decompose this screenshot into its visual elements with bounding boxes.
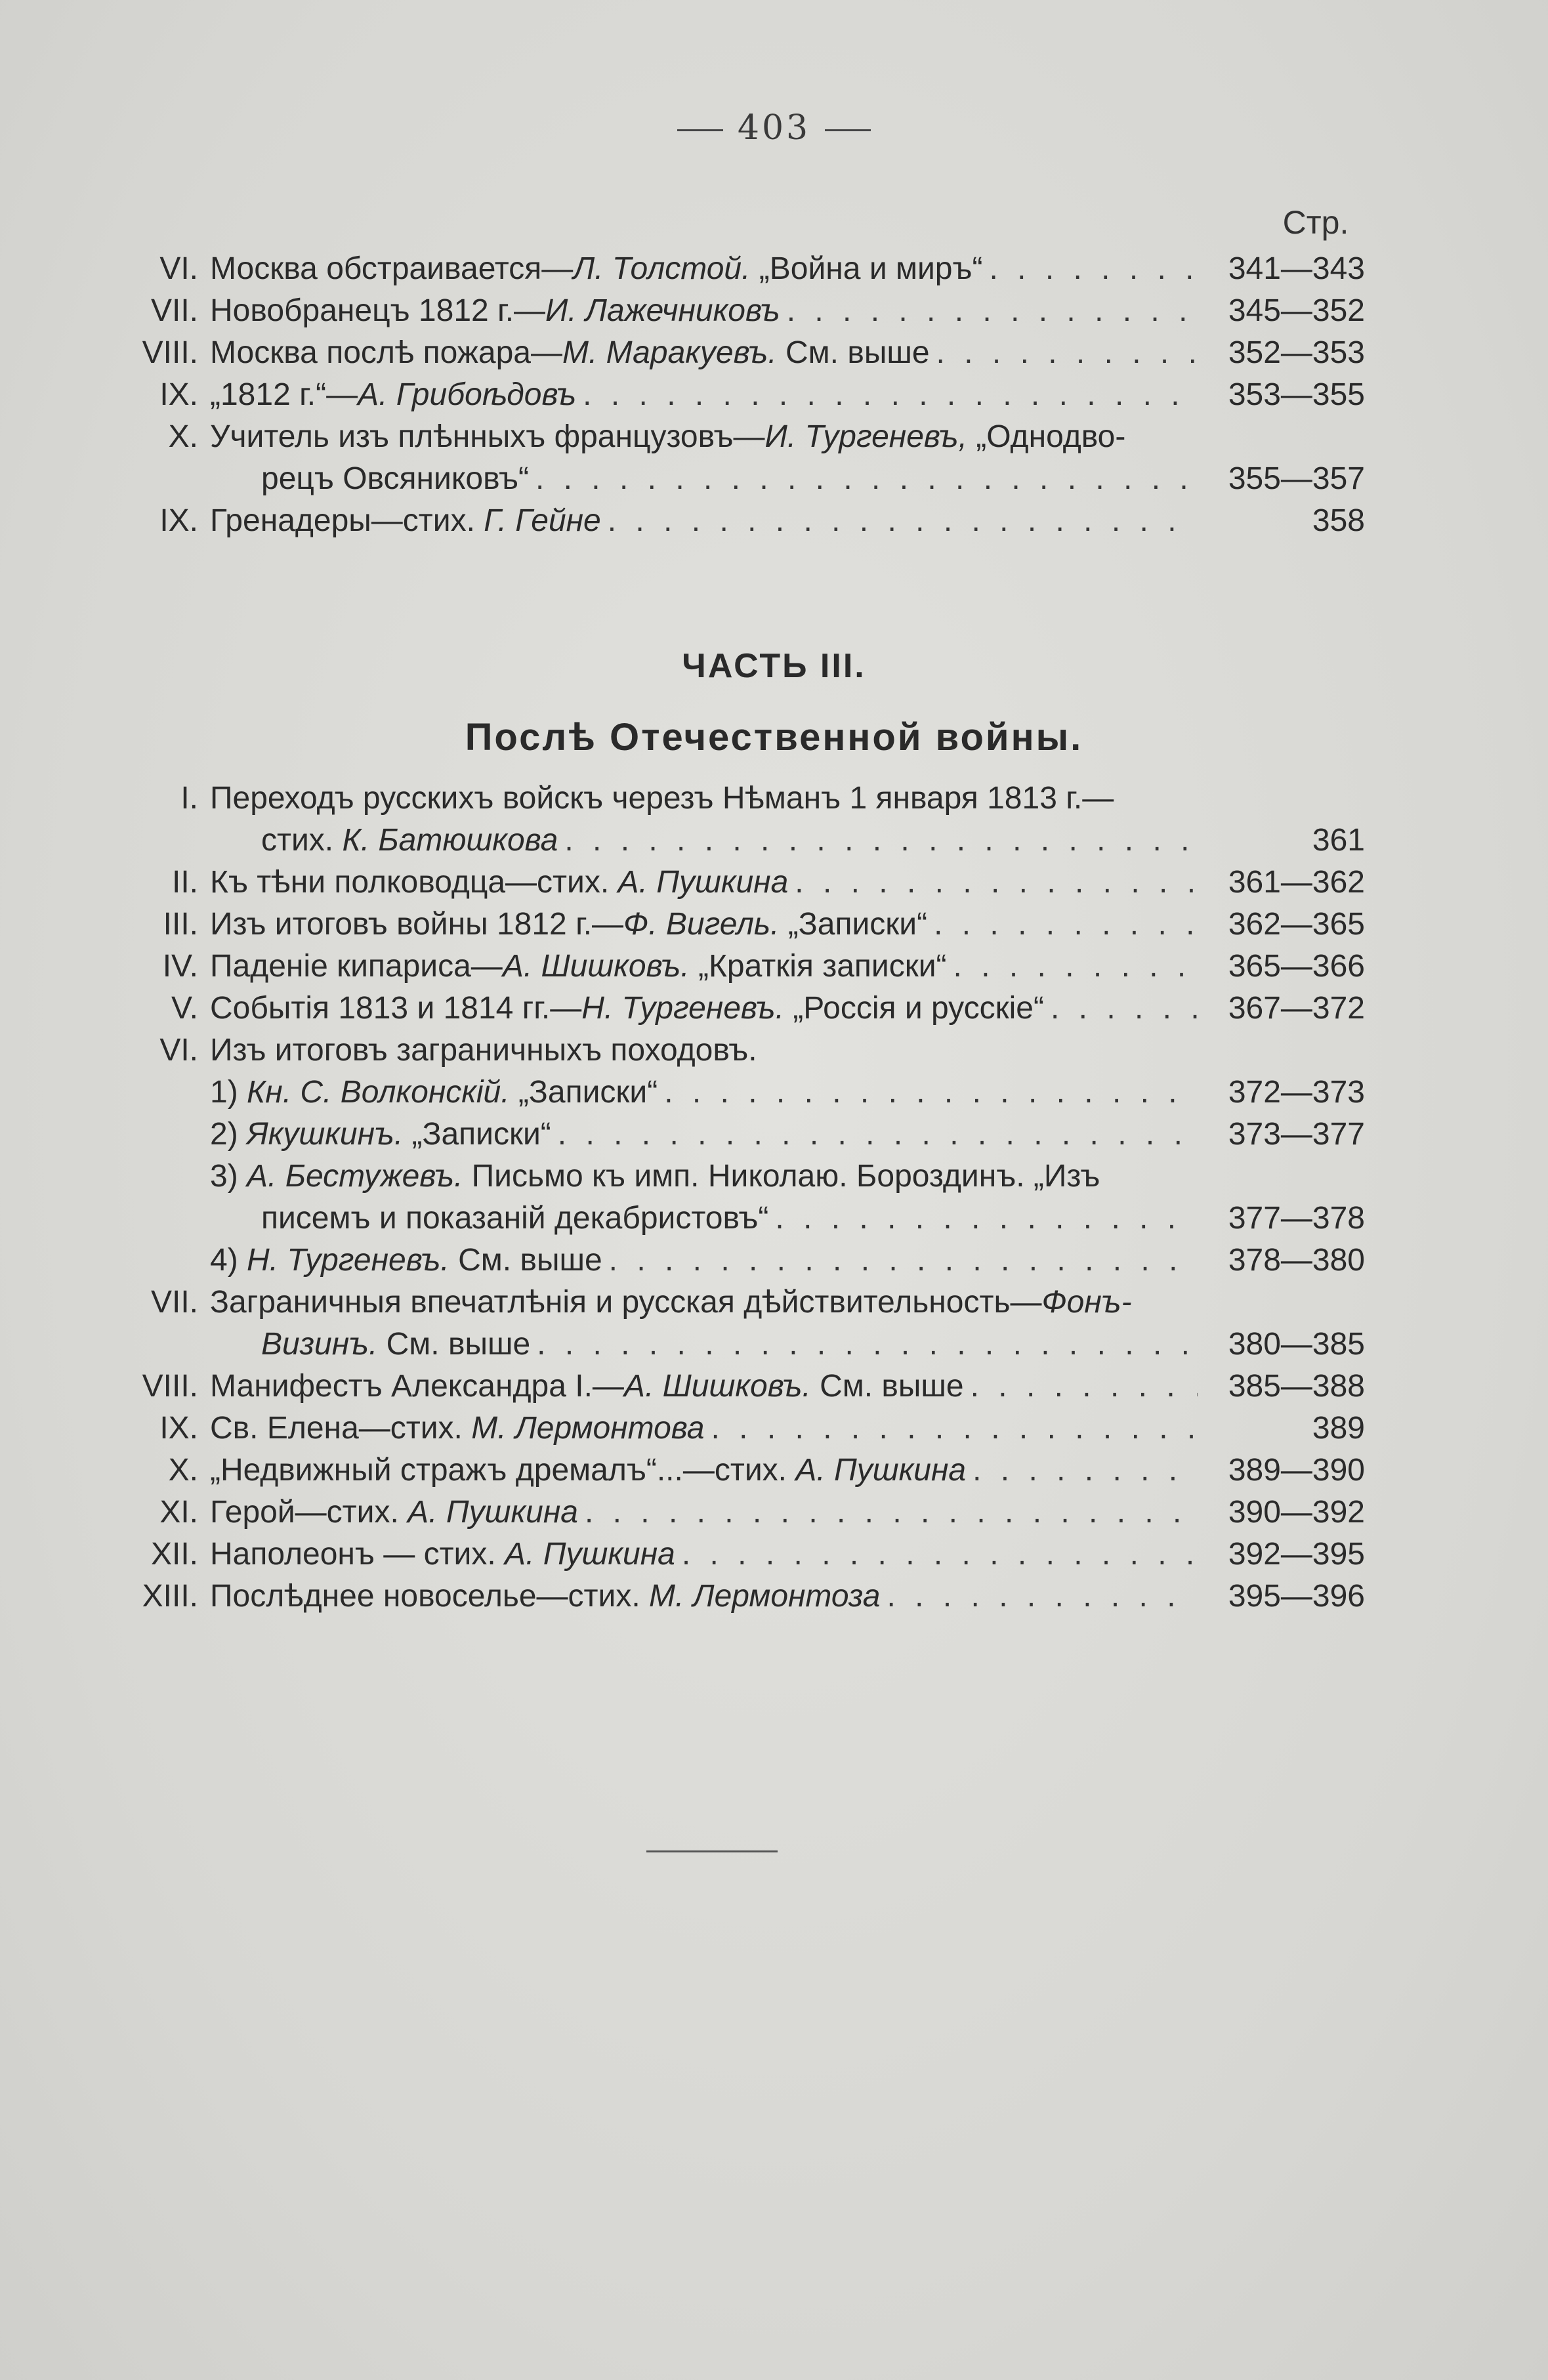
toc-entry-number: VI. [159, 1033, 198, 1068]
toc-entry-author: И. Тургеневъ, [764, 419, 967, 454]
toc-entry-title [261, 820, 1198, 862]
toc-entry-author: К. Батюшкова [342, 823, 558, 858]
toc-entry-pages: 373—377 [1228, 1117, 1365, 1152]
toc-entry-title [210, 1156, 1198, 1198]
toc-entry [112, 1072, 1365, 1114]
page-column-header: Стр. [1282, 204, 1349, 241]
toc-entry-author: Визинъ. [261, 1327, 378, 1362]
toc-dot-leader [768, 1198, 1198, 1240]
toc-entry [112, 374, 1365, 416]
toc-entry [112, 416, 1365, 458]
closing-rule [646, 1850, 778, 1852]
part-label: ЧАСТЬ III. [682, 647, 866, 685]
toc-entry-text: 2) [210, 1117, 247, 1152]
toc-entry-author: А. Пушкина [505, 1537, 675, 1572]
toc-entry-number: XI. [159, 1495, 198, 1530]
toc-entry-text: Изъ итоговъ войны 1812 г.— [210, 907, 624, 942]
toc-entry [112, 290, 1365, 332]
toc-dot-leader [947, 946, 1198, 988]
toc-entry-rest: См. выше [776, 335, 930, 370]
toc-dot-leader [1044, 988, 1198, 1030]
toc-entry-number: II. [171, 865, 198, 900]
toc-entry-pages: 392—395 [1228, 1537, 1365, 1572]
toc-entry-number: X. [168, 1453, 198, 1488]
toc-entry-author: А. Шишковъ. [623, 1369, 811, 1404]
toc-entry-title [210, 1576, 1198, 1618]
toc-dot-leader [964, 1366, 1198, 1408]
toc-dot-leader [927, 904, 1198, 946]
toc-entry-author: А. Пушкина [408, 1495, 578, 1530]
toc-entry-number: I. [180, 781, 198, 816]
toc-entry-rest: См. выше [377, 1327, 531, 1362]
toc-entry-author: Якушкинъ. [247, 1117, 404, 1152]
toc-entry-author: И. Лажечниковъ [545, 293, 780, 328]
page-number-dash-left [677, 129, 723, 131]
toc-entry-text: рецъ Овсяниковъ“ [261, 461, 529, 496]
toc-entry [112, 904, 1365, 946]
toc-entry-number: IX. [159, 503, 198, 538]
toc-entry-title [210, 248, 1198, 290]
toc-entry [112, 1324, 1365, 1366]
toc-entry-text: Послѣднее новоселье—стих. [210, 1579, 649, 1614]
toc-entry-author: Л. Толстой. [573, 251, 751, 286]
toc-entry-pages: 377—378 [1228, 1201, 1365, 1236]
toc-dot-leader [530, 1324, 1198, 1366]
toc-entry-title [210, 500, 1198, 542]
toc-entry [112, 1030, 1365, 1072]
toc-entry-author: А. Пушкина [617, 865, 789, 900]
toc-entry-author: Кн. С. Волконскій. [247, 1075, 510, 1110]
toc-entry-title [210, 1450, 1198, 1492]
page-number-dash-right [825, 129, 871, 131]
toc-entry-author: А. Шишковъ. [502, 949, 690, 984]
toc-dot-leader [558, 820, 1198, 862]
toc-entry [112, 458, 1365, 500]
toc-entry-title [210, 374, 1198, 416]
toc-entry-title [210, 1534, 1198, 1576]
toc-entry-text: писемъ и показаній декабристовъ“ [261, 1201, 769, 1236]
toc-entry-author: А. Бестужевъ. [247, 1159, 463, 1194]
toc-entry-number: V. [171, 991, 198, 1026]
toc-entry-pages: 361—362 [1228, 865, 1365, 900]
toc-entry-author: Г. Гейне [484, 503, 601, 538]
toc-entry-text: Гренадеры—стих. [210, 503, 484, 538]
toc-entry-pages: 395—396 [1228, 1579, 1365, 1614]
toc-entry-text: Новобранецъ 1812 г.— [210, 293, 546, 328]
page-number [0, 108, 1548, 148]
toc-entry-text: 3) [210, 1159, 247, 1194]
toc-entry-title [210, 988, 1198, 1030]
toc-entry-pages: 367—372 [1228, 991, 1365, 1026]
toc-entry [112, 1114, 1365, 1156]
toc-entry [112, 1366, 1365, 1408]
toc-entry-pages: 389 [1312, 1411, 1365, 1446]
toc-entry-author: Н. Тургеневъ. [247, 1243, 450, 1278]
toc-entry-number: XII. [150, 1537, 198, 1572]
toc-entry-number: III. [163, 907, 198, 942]
toc-entry-author: М. Лермонтоза [649, 1579, 881, 1614]
toc-entry-title [210, 778, 1198, 820]
toc-entry-number: X. [168, 419, 198, 454]
part-title: Послѣ Отечественной войны. [465, 716, 1083, 759]
toc-entry-rest: „Записки“ [403, 1117, 551, 1152]
toc-entry-pages: 352—353 [1228, 335, 1365, 370]
toc-entry-rest: См. выше [810, 1369, 964, 1404]
toc-entry-title [210, 946, 1198, 988]
toc-entry-rest: „Краткія записки“ [689, 949, 947, 984]
toc-entry-number: IX. [159, 1411, 198, 1446]
toc-entry [112, 1576, 1365, 1618]
toc-entry-number: VII. [150, 293, 198, 328]
toc-entry-text: Къ тѣни полководца—стих. [210, 865, 618, 900]
toc-entry-pages: 362—365 [1228, 907, 1365, 942]
toc-entry [112, 862, 1365, 904]
toc-entry-number: VIII. [142, 335, 198, 370]
toc-entry-number: VI. [159, 251, 198, 286]
toc-entry-title [210, 332, 1198, 374]
toc-entry-rest: Письмо къ имп. Николаю. Бороздинъ. „Изъ [463, 1159, 1100, 1194]
toc-entry-title [210, 1492, 1198, 1534]
toc-entry-author: А. Грибоѣдовъ [358, 377, 577, 412]
toc-entry-pages: 378—380 [1228, 1243, 1365, 1278]
toc-entry-title [261, 1198, 1198, 1240]
toc-dot-leader [551, 1114, 1198, 1156]
toc-entry-text: Манифестъ Александра I.— [210, 1369, 624, 1404]
toc-entry-title [261, 458, 1198, 500]
toc-entry-text: Событія 1813 и 1814 гг.— [210, 991, 582, 1026]
toc-entry-text: 1) [210, 1075, 247, 1110]
toc-entry-pages: 372—373 [1228, 1075, 1365, 1110]
toc-entry-pages: 390—392 [1228, 1495, 1365, 1530]
toc-entry-rest: „Записки“ [779, 907, 928, 942]
toc-entry-number: XIII. [142, 1579, 198, 1614]
toc-entry-number: IX. [159, 377, 198, 412]
toc-entry-title [210, 1408, 1198, 1450]
toc-entry-title [210, 290, 1198, 332]
toc-entry-pages: 380—385 [1228, 1327, 1365, 1362]
toc-entry-author: А. Пушкина [795, 1453, 967, 1488]
toc-entry [112, 946, 1365, 988]
toc-entry-text: Наполеонъ — стих. [210, 1537, 505, 1572]
toc-entry-rest: См. выше [449, 1243, 602, 1278]
toc-entry-text: стих. [261, 823, 343, 858]
toc-entry-title [210, 1072, 1198, 1114]
toc-dot-leader [675, 1534, 1198, 1576]
toc-dot-leader [576, 374, 1198, 416]
toc-entry-text: Паденіе кипариса— [210, 949, 503, 984]
toc-entry-rest: „Записки“ [509, 1075, 658, 1110]
toc-entry-author: Фонъ- [1041, 1285, 1132, 1320]
toc-entry-rest: „Россія и русскіе“ [784, 991, 1044, 1026]
toc-entry [112, 1408, 1365, 1450]
toc-entry [112, 1534, 1365, 1576]
toc-entry-text: Заграничныя впечатлѣнія и русская дѣйствительность— [210, 1285, 1042, 1320]
toc-entry-number: VIII. [142, 1369, 198, 1404]
toc-section-2 [112, 778, 1365, 1618]
toc-dot-leader [966, 1450, 1198, 1492]
toc-dot-leader [788, 862, 1198, 904]
toc-entry [112, 1156, 1365, 1198]
toc-dot-leader [602, 1240, 1198, 1282]
toc-entry-number: IV. [162, 949, 198, 984]
toc-entry [112, 820, 1365, 862]
toc-entry-text: Учитель изъ плѣнныхъ французовъ— [210, 419, 765, 454]
toc-dot-leader [780, 290, 1198, 332]
toc-dot-leader [982, 248, 1198, 290]
toc-entry-author: Н. Тургеневъ. [581, 991, 784, 1026]
toc-entry-pages: 361 [1312, 823, 1365, 858]
toc-dot-leader [601, 500, 1198, 542]
toc-entry [112, 778, 1365, 820]
toc-entry-pages: 353—355 [1228, 377, 1365, 412]
toc-entry [112, 1198, 1365, 1240]
toc-entry-title [210, 862, 1198, 904]
toc-entry [112, 1492, 1365, 1534]
toc-entry-pages: 358 [1312, 503, 1365, 538]
toc-entry [112, 988, 1365, 1030]
toc-entry-title [210, 1366, 1198, 1408]
toc-entry [112, 248, 1365, 290]
toc-entry-text: Москва послѣ пожара— [210, 335, 562, 370]
toc-entry-title [210, 1282, 1198, 1324]
toc-entry-text: „1812 г.“— [210, 377, 358, 412]
toc-entry-pages: 389—390 [1228, 1453, 1365, 1488]
toc-entry [112, 1240, 1365, 1282]
toc-entry [112, 500, 1365, 542]
toc-entry-pages: 355—357 [1228, 461, 1365, 496]
toc-entry [112, 332, 1365, 374]
toc-entry-text: Герой—стих. [210, 1495, 408, 1530]
toc-entry-pages: 341—343 [1228, 251, 1365, 286]
toc-dot-leader [578, 1492, 1198, 1534]
toc-dot-leader [658, 1072, 1198, 1114]
toc-entry-text: Св. Елена—стих. [210, 1411, 472, 1446]
toc-entry-pages: 365—366 [1228, 949, 1365, 984]
toc-entry-title [261, 1324, 1198, 1366]
toc-entry-title [210, 904, 1198, 946]
toc-entry [112, 1282, 1365, 1324]
toc-entry-rest: „Однодво- [967, 419, 1126, 454]
toc-entry [112, 1450, 1365, 1492]
toc-dot-leader [705, 1408, 1198, 1450]
toc-entry-title [210, 1114, 1198, 1156]
toc-entry-text: Москва обстраивается— [210, 251, 574, 286]
toc-entry-author: Ф. Вигель. [623, 907, 780, 942]
toc-entry-author: М. Маракуевъ. [562, 335, 777, 370]
toc-entry-text: Переходъ русскихъ войскъ черезъ Нѣманъ 1 января 1813 г.— [210, 781, 1114, 816]
toc-entry-rest: „Война и миръ“ [750, 251, 983, 286]
toc-dot-leader [529, 458, 1198, 500]
toc-entry-title [210, 416, 1198, 458]
toc-entry-title [210, 1030, 1198, 1072]
toc-entry-author: М. Лермонтова [471, 1411, 705, 1446]
toc-entry-pages: 385—388 [1228, 1369, 1365, 1404]
toc-entry-text: „Недвижный стражъ дремалъ“...—стих. [210, 1453, 796, 1488]
toc-entry-title [210, 1240, 1198, 1282]
toc-entry-pages: 345—352 [1228, 293, 1365, 328]
toc-entry-text: Изъ итоговъ заграничныхъ походовъ. [210, 1033, 757, 1068]
toc-dot-leader [930, 332, 1198, 374]
toc-section-1 [112, 248, 1365, 542]
page-number-text: 403 [737, 108, 811, 148]
toc-dot-leader [881, 1576, 1198, 1618]
toc-entry-number: VII. [150, 1285, 198, 1320]
toc-entry-text: 4) [210, 1243, 247, 1278]
